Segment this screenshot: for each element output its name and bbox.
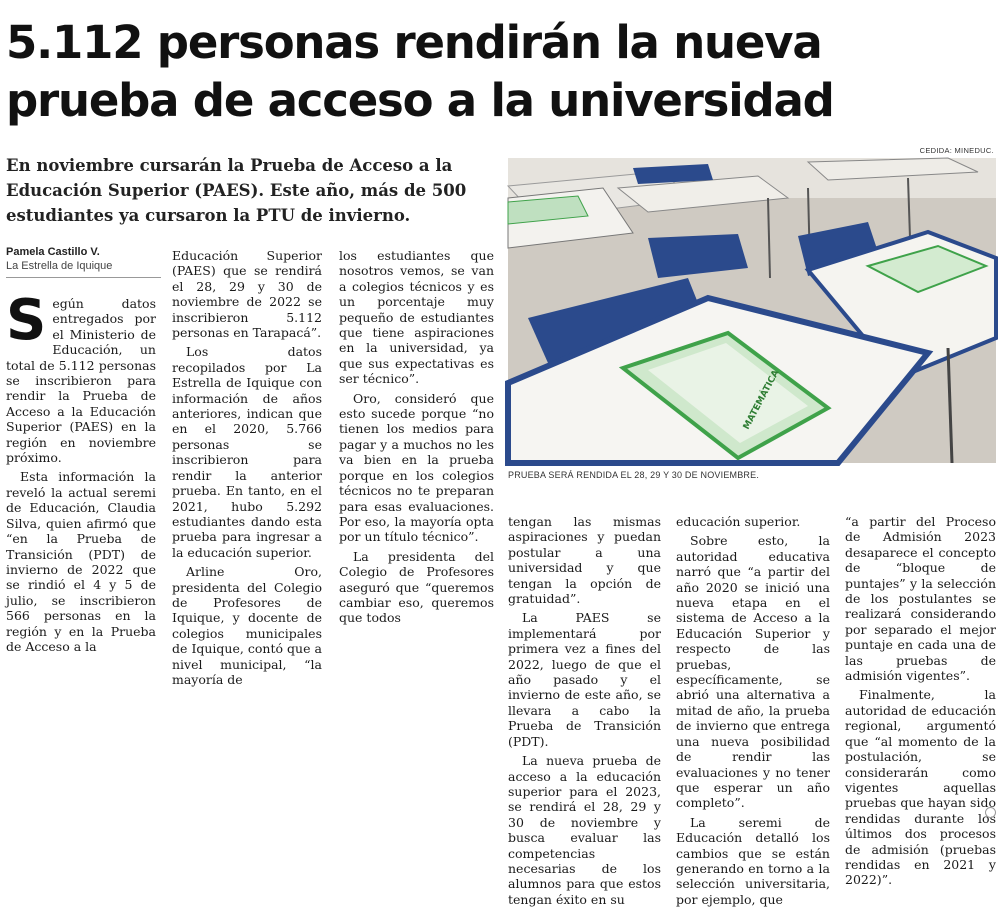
- body-paragraph: Oro, consideró que esto sucede porque “no tienen los medios para pagar y a muchos no les va bien en la prueba porque en los colegios técnicos no te preparan para esas evaluaciones. Por eso, la mayoría opta por un título técnico”.: [339, 390, 494, 545]
- classroom-photo-illustration: [508, 158, 996, 463]
- article-deck: En noviembre cursarán la Prueba de Acceso a la Educación Superior (PAES). Este año, más de 500 estudiantes ya cursaron la PTU de invierno.: [6, 156, 467, 225]
- body-paragraph: educación superior.: [676, 514, 801, 529]
- body-paragraph: Esta información la reveló la actual seremi de Educación, Claudia Silva, quien afirmó que “en la Prueba de Transición (PDT) de invierno de 2022 que se rindió el 4 y 5 de julio, se inscribieron 566 personas en la región y en la Prueba de Acceso a la: [6, 469, 156, 654]
- article-photo: [508, 158, 996, 463]
- headline: 5.112 personas rendirán la nueva prueba de acceso a la universidad: [6, 16, 834, 127]
- body-paragraph: Sobre esto, la autoridad educativa narró que “a partir del año 2020 se inició una nueva etapa en el sistema de Acceso a la Educación Superior y respecto de las pruebas, específicamente, se abrió una alternativa a mitad de año, la prueba de invierno que entrega una nueva posibilidad de rendir las evaluaciones y no tener que esperar un año completo”.: [676, 533, 830, 811]
- end-mark-icon: [985, 807, 996, 818]
- body-column-5: [676, 514, 830, 907]
- byline-outlet: La Estrella de Iquique: [6, 260, 113, 272]
- photo-caption: PRUEBA SERÁ RENDIDA EL 28, 29 Y 30 DE NOVIEMBRE.: [508, 470, 760, 480]
- body-paragraph: La presidenta del Colegio de Profesores aseguró que “queremos cambiar eso, queremos que todos: [339, 548, 494, 626]
- body-paragraph: Finalmente, la autoridad de educación regional, argumentó que “al momento de la postulación, se considerarán como vigentes aquellas pruebas que hayan sido rendidas durante los últimos dos procesos de admisión (pruebas rendidas en 2021 y 2022)”.: [845, 687, 996, 888]
- byline-author: Pamela Castillo V.: [6, 246, 100, 258]
- body-paragraph: La PAES se implementará por primera vez a fines del 2022, luego de que el año pasado y el invierno de este año, se llevara a cabo la Prueba de Transición (PDT).: [508, 610, 661, 749]
- body-column-4: [508, 514, 661, 907]
- body-paragraph: Los datos recopilados por La Estrella de Iquique con información de años anteriores, indican que en el 2020, 5.766 personas se inscribieron para rendir la anterior prueba. En tanto, en el 2021, hubo 5.292 estudiantes dando esta prueba para ingresar a la educación superior.: [172, 344, 322, 560]
- body-paragraph: Educación Superior (PAES) que se rendirá el 28, 29 y 30 de noviembre de 2022 se inscribieron 5.112 personas en Tarapacá”.: [172, 248, 322, 341]
- body-column-1: [6, 288, 156, 654]
- byline: [6, 245, 161, 278]
- body-column-6: [845, 514, 996, 888]
- body-paragraph: [6, 288, 156, 466]
- paragraph-text: egún datos entregados por el Ministerio de Educación, un total de 5.112 personas se inscribieron para rendir la Prueba de Acceso a la Educación Superior (PAES) en la región en noviembre próximo.: [6, 296, 156, 466]
- photo-credit: CEDIDA: MINEDUC.: [919, 146, 994, 155]
- drop-cap: S: [6, 288, 47, 353]
- body-paragraph: tengan las mismas aspiraciones y puedan postular a una universidad y que tengan la opción de gratuidad”.: [508, 514, 661, 607]
- booklet-label: MATEMÁTICA: [741, 368, 782, 432]
- body-paragraph: los estudiantes que nosotros vemos, se van a colegios técnicos y es un porcentaje muy pequeño de estudiantes que tiene aspiraciones en la universidad, ya que sus expectativas es ser técnico”.: [339, 248, 494, 387]
- body-paragraph: Arline Oro, presidenta del Colegio de Profesores de Iquique, y docente de colegios municipales de Iquique, contó que a nivel municipal, “la mayoría de: [172, 564, 322, 687]
- body-column-3: [339, 248, 494, 626]
- body-paragraph: “a partir del Proceso de Admisión 2023 desaparece el concepto de “bloque de puntajes” y la selección de los postulantes se realizará considerando por separado el mejor puntaje en cada una de las pruebas de admisión vigentes”.: [845, 514, 996, 684]
- body-column-2: [172, 248, 322, 687]
- body-paragraph: La seremi de Educación detalló los cambios que se están generando en torno a la selección universitaria, por ejemplo, que: [676, 814, 830, 907]
- body-paragraph: La nueva prueba de acceso a la educación superior para el 2023, se rendirá el 28, 29 y 30 de noviembre y busca evaluar las competencias necesarias de los alumnos para que estos tengan éxito en su: [508, 753, 661, 907]
